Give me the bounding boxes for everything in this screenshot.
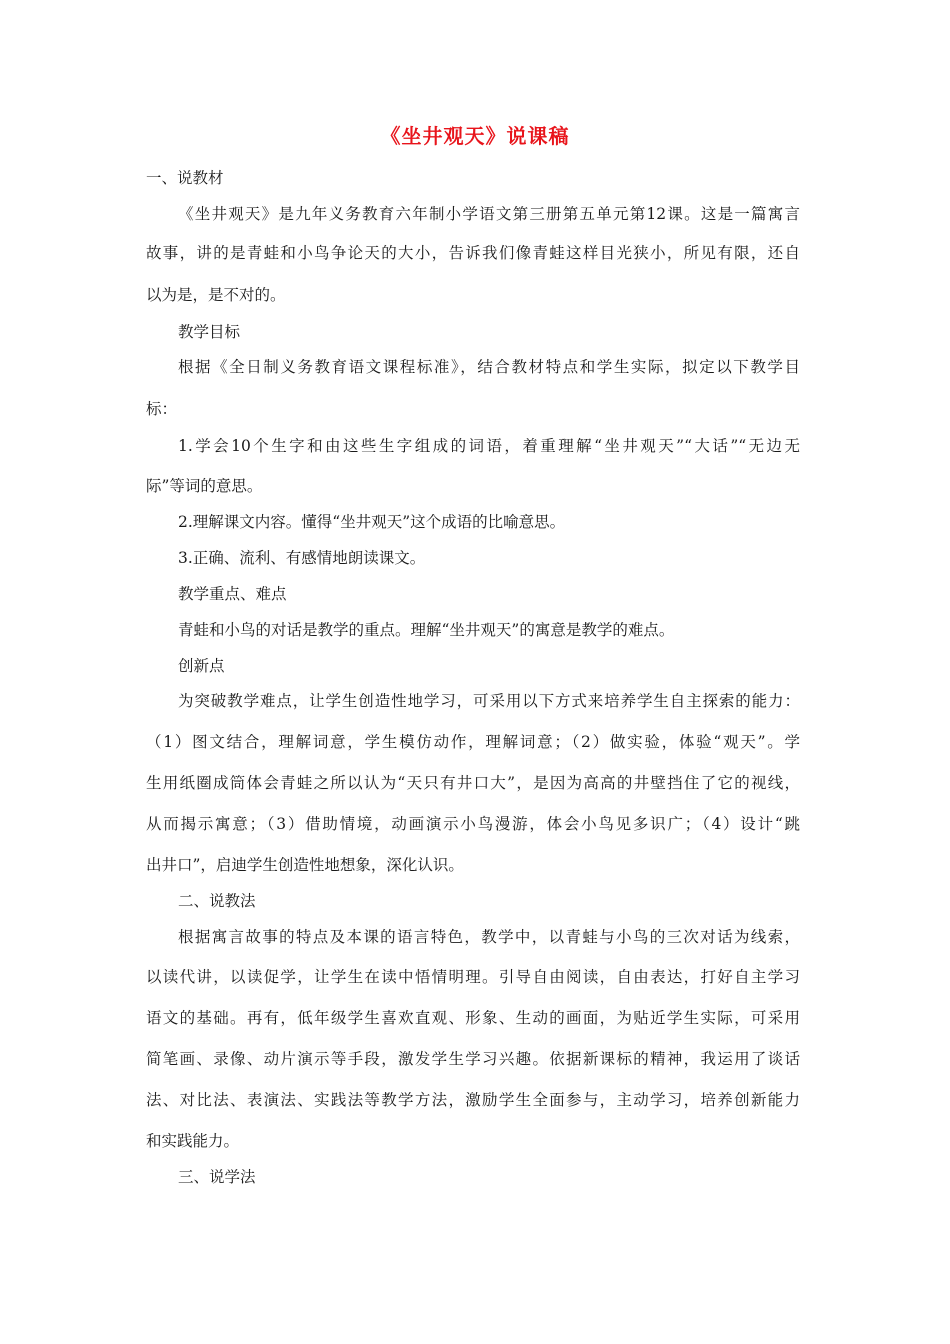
paragraph-line: 《坐井观天》是九年义务教育六年制小学语文第三册第五单元第12课。这是一篇寓言 bbox=[178, 205, 800, 223]
goal-item-2: 2.理解课文内容。懂得“坐井观天”这个成语的比喻意思。 bbox=[178, 513, 566, 531]
paragraph-line: 故事，讲的是青蛙和小鸟争论天的大小，告诉我们像青蛙这样目光狭小，所见有限，还自 bbox=[146, 244, 800, 262]
paragraph-line: 简笔画、录像、动片演示等手段，激发学生学习兴趣。依据新课标的精神，我运用了谈话 bbox=[146, 1050, 800, 1068]
goal-item-1: 1.学会10个生字和由这些生字组成的词语，着重理解“坐井观天”“大话”“无边无 bbox=[178, 437, 800, 455]
paragraph-line: 从而揭示寓意；（3）借助情境，动画演示小鸟漫游，体会小鸟见多识广；（4）设计“跳 bbox=[146, 815, 800, 833]
paragraph-line: 以读代讲，以读促学，让学生在读中悟情明理。引导自由阅读，自由表达，打好自主学习 bbox=[146, 968, 800, 986]
subheading-teaching-goals: 教学目标 bbox=[178, 323, 241, 341]
paragraph-line: 为突破教学难点，让学生创造性地学习，可采用以下方式来培养学生自主探索的能力： bbox=[178, 692, 800, 710]
subheading-innovation: 创新点 bbox=[178, 657, 225, 675]
document-title: 《坐井观天》说课稿 bbox=[380, 124, 570, 148]
paragraph-line: 语文的基础。再有，低年级学生喜欢直观、形象、生动的画面，为贴近学生实际，可采用 bbox=[146, 1009, 800, 1027]
paragraph-line: 出井口”，启迪学生创造性地想象，深化认识。 bbox=[146, 856, 464, 874]
subheading-key-points: 教学重点、难点 bbox=[178, 585, 287, 603]
paragraph-line: 标： bbox=[146, 400, 178, 418]
section-heading-textbook: 一、说教材 bbox=[146, 169, 224, 187]
paragraph-line: （1）图文结合，理解词意，学生模仿动作，理解词意；（2）做实验，体验“观天”。学 bbox=[146, 733, 800, 751]
paragraph-line: 法、对比法、表演法、实践法等教学方法，激励学生全面参与，主动学习，培养创新能力 bbox=[146, 1091, 800, 1109]
section-heading-teaching-method: 二、说教法 bbox=[178, 892, 256, 910]
paragraph-line: 和实践能力。 bbox=[146, 1132, 240, 1150]
paragraph-line: 根据《全日制义务教育语文课程标准》，结合教材特点和学生实际，拟定以下教学目 bbox=[178, 358, 800, 376]
paragraph-line: 以为是，是不对的。 bbox=[146, 286, 286, 304]
section-heading-learning-method: 三、说学法 bbox=[178, 1168, 256, 1186]
paragraph-line: 青蛙和小鸟的对话是教学的重点。理解“坐井观天”的寓意是教学的难点。 bbox=[178, 621, 675, 639]
goal-item-3: 3.正确、流利、有感情地朗读课文。 bbox=[178, 549, 426, 567]
paragraph-line: 生用纸圈成筒体会青蛙之所以认为“天只有井口大”，是因为高高的井壁挡住了它的视线， bbox=[146, 774, 800, 792]
paragraph-line: 际”等词的意思。 bbox=[146, 477, 263, 495]
paragraph-line: 根据寓言故事的特点及本课的语言特色，教学中，以青蛙与小鸟的三次对话为线索， bbox=[178, 928, 800, 946]
